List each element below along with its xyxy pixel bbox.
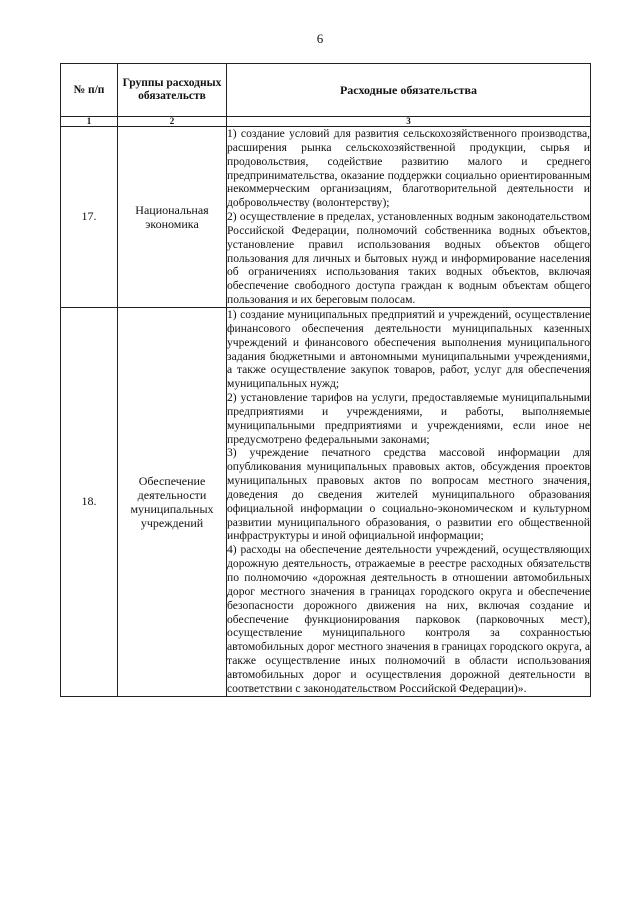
table-header-row (61, 64, 591, 117)
column-number: 2 (118, 117, 227, 127)
row-number: 18. (61, 307, 118, 696)
row-obligations (227, 307, 591, 696)
header-num: № п/п (61, 64, 118, 117)
page-number: 6 (316, 31, 324, 46)
expenditure-table (60, 63, 591, 697)
row-number: 17. (61, 127, 118, 308)
row-group: Обеспечение деятельности муниципальных учреждений (118, 307, 227, 696)
header-group: Группы расходных обязательств (118, 64, 227, 117)
obligation-item: 1) создание условий для развития сельскохозяйственного производства, расширения рынка сельскохозяйственной продукции, сырья и продовольствия, содействие развитию малого и среднего предпринимательства, оказание поддержки социально ориентированным некоммерческим организациям, благотворительной деятельности и добровольчеству (волонтерству); (227, 127, 590, 210)
obligation-item: 3) учреждение печатного средства массовой информации для опубликования муниципальных правовых актов, обсуждения проектов муниципальных правовых актов по вопросам местного значения, доведения до сведения жителей муниципального образования официальной информации о социально-экономическом и культурном развитии муниципального образования, о развитии его общественной инфраструктуры и иной официальной информации; (227, 446, 590, 543)
row-group: Национальная экономика (118, 127, 227, 308)
obligation-item: 2) установление тарифов на услуги, предоставляемые муниципальными предприятиями и учреждениями, и работы, выполняемые муниципальными предприятиями и учреждениями, если иное не предусмотрено федеральными законами; (227, 391, 590, 446)
obligation-item: 4) расходы на обеспечение деятельности учреждений, осуществляющих дорожную деятельность, отражаемые в реестре расходных обязательств по полномочию «дорожная деятельность в отношении автомобильных дорог местного значения в границах городского округа и обеспечение безопасности дорожного движения на них, включая создание и обеспечение функционирования парковок (парковочных мест), осуществление муниципального контроля за сохранностью автомобильных дорог местного значения в границах городского округа, а также осуществление иных полномочий в области использования автомобильных дорог и осуществления дорожной деятельности в соответствии с законодательством Российской Федерации)». (227, 543, 590, 695)
row-obligations (227, 127, 591, 308)
table-row (61, 127, 591, 308)
header-obligations: Расходные обязательства (227, 64, 591, 117)
obligation-item: 2) осуществление в пределах, установленных водным законодательством Российской Федерации, полномочий собственника водных объектов, установление правил использования водных объектов общего пользования для личных и бытовых нужд и информирование населения об ограничениях использования таких водных объектов, включая обеспечение свободного доступа граждан к водным объектам общего пользования и их береговым полосам. (227, 210, 590, 307)
obligation-item: 1) создание муниципальных предприятий и учреждений, осуществление финансового обеспечения деятельности муниципальных казенных учреждений и финансового обеспечения выполнения муниципального задания бюджетными и автономными муниципальными учреждениями, а также осуществление закупок товаров, работ, услуг для обеспечения муниципальных нужд; (227, 307, 590, 391)
table-row (61, 307, 591, 696)
column-number-row (61, 117, 591, 127)
column-number: 1 (61, 117, 118, 127)
column-number: 3 (227, 117, 591, 127)
